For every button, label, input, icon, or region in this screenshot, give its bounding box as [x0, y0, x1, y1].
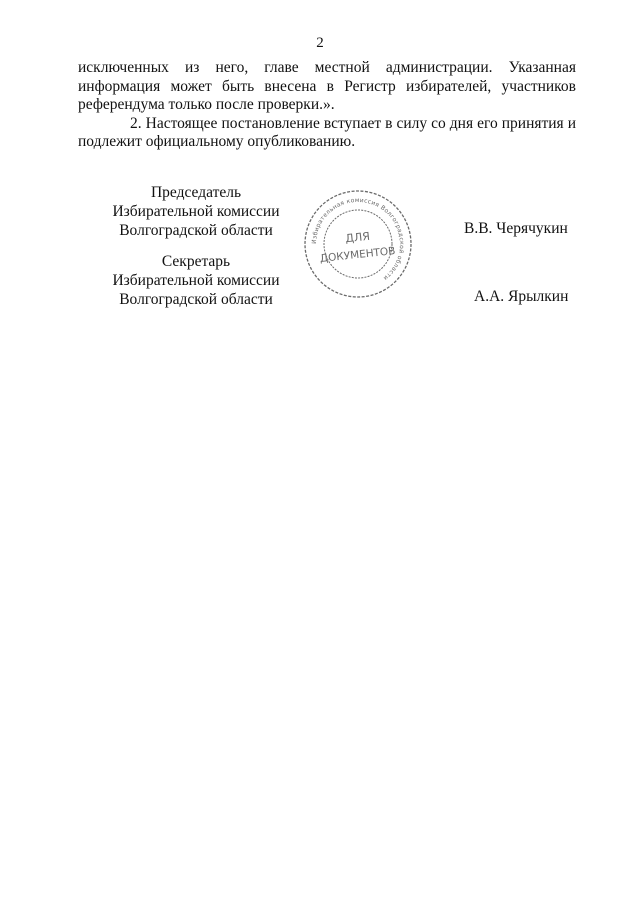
document-body: [78, 59, 576, 152]
secretary-title-line-1: Секретарь: [161, 253, 231, 270]
secretary-name: А.А. Ярылкин: [474, 288, 569, 305]
paragraph-2: 2. Настоящее постановление вступает в силу со дня его принятия и подлежит официальному опубликованию.: [78, 114, 576, 150]
page-number: 2: [316, 35, 324, 51]
seal-inner-text-1: ДЛЯ: [344, 229, 371, 246]
seal-graphic: [302, 188, 414, 300]
official-seal-stamp: [302, 188, 414, 300]
chair-title-line-1: Председатель: [150, 184, 242, 201]
secretary-title-line-3: Волгоградской области: [119, 291, 273, 308]
chair-name: В.В. Черячукин: [464, 220, 568, 237]
seal-ring-text: Избирательная комиссия Волгоградской области: [310, 196, 406, 282]
chair-title-line-2: Избирательной комиссии: [112, 203, 280, 220]
secretary-title-line-2: Избирательной комиссии: [112, 272, 280, 289]
seal-inner-text-2: ДОКУМЕНТОВ: [319, 245, 397, 265]
chair-title-block: [96, 183, 296, 240]
chair-title-line-3: Волгоградской области: [119, 222, 273, 239]
paragraph-1: исключенных из него, главе местной администрации. Указанная информация может быть внесена в Регистр избирателей, участников референдума только после проверки.».: [78, 59, 576, 113]
secretary-title-block: [96, 252, 296, 309]
